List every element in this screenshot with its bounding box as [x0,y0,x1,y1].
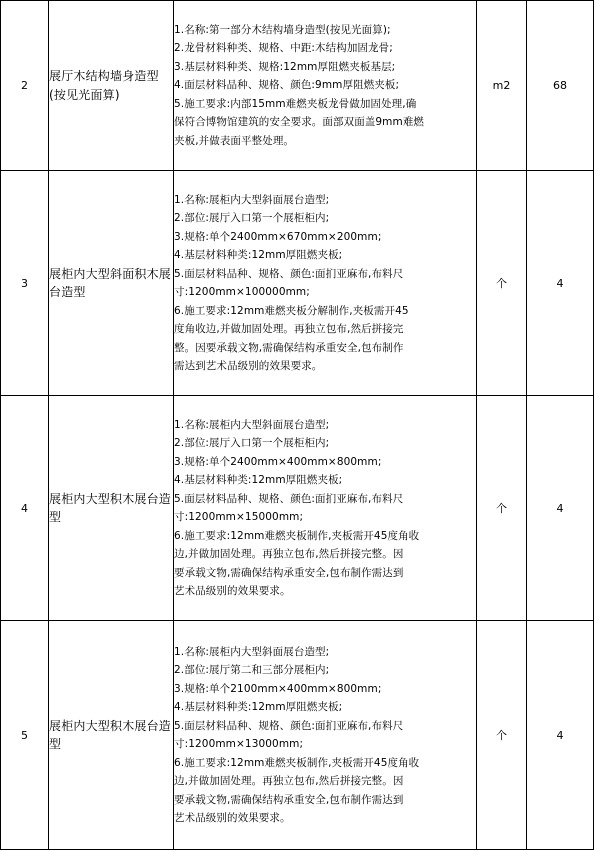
item-quantity: 4 [527,621,594,850]
description-line: 1.名称:展柜内大型斜面展台造型; [174,193,330,206]
description-line: 4.基层材料种类:12mm厚阻燃夹板; [174,249,343,261]
description-line: 1.名称:第一部分木结构墙身造型(按见光面算); [174,23,391,36]
description-line: 艺术品级别的效果要求。 [174,812,291,824]
description-line: 4.基层材料种类:12mm厚阻燃夹板; [174,474,343,486]
description-line: 5.施工要求:内部15mm难燃夹板龙骨做加固处理,确 [174,97,417,110]
item-name: 展柜内大型积木展台造型 [49,621,174,850]
item-number: 5 [1,621,49,850]
item-description [174,171,477,396]
description-line: 夹板,并做表面平整处理。 [174,134,295,147]
description-line: 边,并做加固处理。再独立包布,然后拼接完整。因 [174,548,404,560]
item-name: 展柜内大型积木展台造型 [49,396,174,621]
description-line: 1.名称:展柜内大型斜面展台造型; [174,418,330,431]
description-line: 4.基层材料种类:12mm厚阻燃夹板; [174,701,343,713]
description-line: 5.面层材料品种、规格、颜色:面扪亚麻布,布料尺 [174,719,404,732]
description-line: 3.规格:单个2400mm×400mm×800mm; [174,455,382,468]
description-line: 寸:1200mm×15000mm; [174,511,304,523]
description-line: 5.面层材料品种、规格、颜色:面扪亚麻布,布料尺 [174,267,404,280]
description-line: 需达到艺术品级别的效果要求。 [174,360,323,372]
description-line: 4.面层材料品种、规格、颜色:9mm厚阻燃夹板; [174,79,400,92]
description-line: 6.施工要求:12mm难燃夹板制作,夹板需开45度角收 [174,756,420,769]
table-row [1,1,594,171]
description-line: 3.规格:单个2400mm×670mm×200mm; [174,230,382,243]
item-unit: 个 [477,621,527,850]
description-line: 2.部位:展厅第二和三部分展柜内; [174,664,330,676]
description-line: 2.龙骨材料种类、规格、中距:木结构加固龙骨; [174,42,393,55]
description-line: 寸:1200mm×100000mm; [174,286,310,298]
item-unit: 个 [477,171,527,396]
item-name: 展厅木结构墙身造型(按见光面算) [49,1,174,171]
description-line: 整。因要承载文物,需确保结构承重安全,包布制作 [174,341,404,354]
item-description [174,1,477,171]
description-line: 3.规格:单个2100mm×400mm×800mm; [174,682,382,695]
description-line: 保符合博物馆建筑的安全要求。面部双面盖9mm难燃 [174,116,425,129]
item-quantity: 4 [527,396,594,621]
description-line: 要承载文物,需确保结构承重安全,包布制作需达到 [174,566,404,579]
description-line: 要承载文物,需确保结构承重安全,包布制作需达到 [174,793,404,806]
description-line: 2.部位:展厅入口第一个展柜柜内; [174,437,330,449]
table-row [1,621,594,850]
description-line: 3.基层材料种类、规格:12mm厚阻燃夹板基层; [174,60,396,73]
description-line: 6.施工要求:12mm难燃夹板分解制作,夹板需开45 [174,304,409,317]
description-line: 度角收边,并做加固处理。再独立包布,然后拼接完 [174,323,404,335]
item-unit: 个 [477,396,527,621]
item-description [174,396,477,621]
description-line: 1.名称:展柜内大型斜面展台造型; [174,645,330,658]
item-quantity: 68 [527,1,594,171]
description-line: 艺术品级别的效果要求。 [174,585,291,597]
item-quantity: 4 [527,171,594,396]
item-unit: m2 [477,1,527,171]
description-line: 2.部位:展厅入口第一个展柜柜内; [174,212,330,224]
description-line: 边,并做加固处理。再独立包布,然后拼接完整。因 [174,775,404,787]
item-name: 展柜内大型斜面积木展台造型 [49,171,174,396]
table-row [1,396,594,621]
description-line: 5.面层材料品种、规格、颜色:面扪亚麻布,布料尺 [174,492,404,505]
item-number: 2 [1,1,49,171]
item-number: 4 [1,396,49,621]
table-row [1,171,594,396]
item-description [174,621,477,850]
description-line: 6.施工要求:12mm难燃夹板制作,夹板需开45度角收 [174,529,420,542]
item-number: 3 [1,171,49,396]
description-line: 寸:1200mm×13000mm; [174,738,304,750]
